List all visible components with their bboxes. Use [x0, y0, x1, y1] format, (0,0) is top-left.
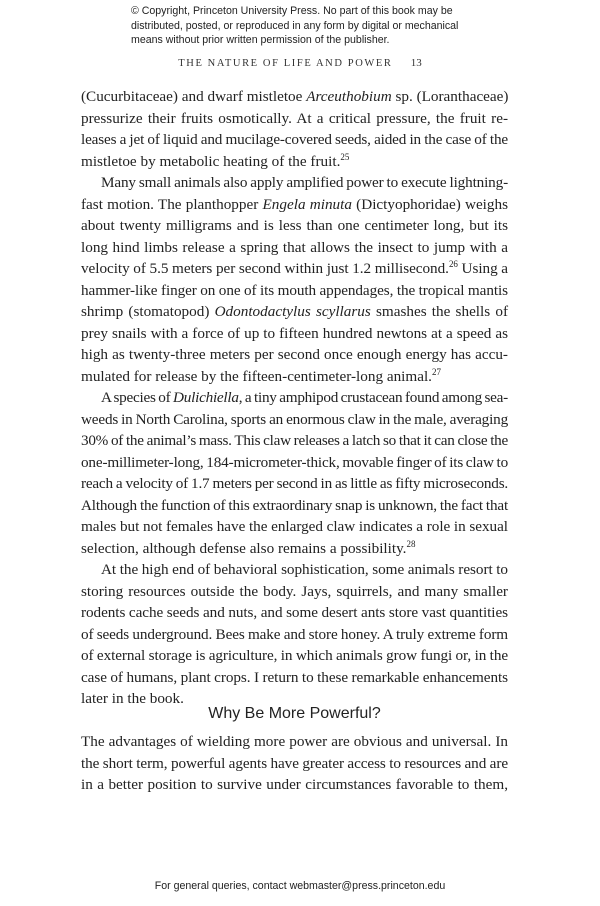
paragraph	[81, 172, 508, 387]
text-line	[81, 753, 508, 775]
text-line	[81, 430, 508, 452]
text-run: hammer-like finger on one of its mouth appendages, the tropical mantis	[81, 281, 508, 299]
text-line	[81, 473, 508, 495]
text-line	[81, 172, 508, 194]
text-run: (Cucurbitaceae) and dwarf mistletoe	[81, 88, 307, 105]
text-line	[81, 602, 508, 624]
text-line	[81, 344, 508, 366]
text-run: leases a jet of liquid and mucilage-covered seeds, aided in the case of the	[81, 131, 508, 148]
text-line	[81, 301, 508, 323]
text-run: sp. (Loranthaceae)	[391, 88, 509, 105]
text-line	[81, 409, 508, 431]
section-body-text	[81, 731, 508, 796]
footnote-marker: 27	[431, 366, 441, 377]
text-run: the short term, powerful agents have greater access to resources and are	[81, 754, 508, 772]
text-run: mulated for release by the fifteen-centimeter-long animal.	[81, 367, 432, 385]
text-run: storing resources outside the body. Jays, squirrels, and many smaller	[81, 582, 508, 600]
text-line	[81, 86, 508, 108]
text-line	[81, 194, 508, 216]
text-run: smashes the shells of	[370, 303, 509, 320]
paragraph	[81, 559, 508, 710]
text-run: shrimp (stomatopod)	[81, 303, 215, 320]
text-line	[81, 495, 508, 517]
text-run: one-millimeter-long, 184-micrometer-thick, movable finger of its claw to	[81, 453, 508, 471]
text-line	[81, 731, 508, 753]
text-line	[81, 452, 508, 474]
text-line	[81, 645, 508, 667]
text-run: weeds in North Carolina, sports an enormous claw in the male, averaging	[81, 410, 508, 428]
running-head-title: THE NATURE OF LIFE AND POWER	[178, 58, 393, 69]
text-run: velocity of 5.5 meters per second within just 1.2 millisecond.	[81, 260, 449, 277]
text-run: 30% of the animal’s mass. This claw releases a latch so that it can close the	[81, 432, 508, 449]
italic-term: Arceuthobium	[306, 88, 392, 105]
text-run: later in the book.	[81, 690, 184, 707]
footnote-marker: 28	[406, 538, 416, 549]
text-run: reach a velocity of 1.7 meters per second in as little as fifty microseconds.	[81, 475, 508, 492]
text-run: fast motion. The planthopper	[81, 195, 263, 213]
text-run: rodents cache seeds and nuts, and some desert ants store vast quantities	[81, 604, 508, 621]
section-heading: Why Be More Powerful?	[208, 705, 381, 722]
running-head	[0, 57, 600, 69]
text-run: Although the function of this extraordinary snap is unknown, the fact that	[81, 496, 508, 514]
italic-term: Odontodactylus scyllarus	[214, 303, 371, 320]
paragraph	[81, 86, 508, 172]
text-line	[81, 323, 508, 345]
text-line	[81, 581, 508, 603]
text-line	[81, 151, 508, 173]
text-run: in a better position to survive under circumstances favorable to them,	[81, 776, 508, 793]
text-run: of seeds underground. Bees make and store honey. A truly extreme form	[81, 625, 508, 643]
text-run: of external storage is agriculture, in which animals grow fungi or, in the	[81, 647, 508, 664]
text-run: prey snails with a force of up to fifteen hundred newtons at a speed as	[81, 324, 508, 342]
text-line	[81, 516, 508, 538]
paragraph	[81, 387, 508, 559]
text-run: long hind limbs release a spring that allows the insect to jump with a	[81, 238, 508, 256]
text-run: , a tiny amphipod crustacean found among sea-	[238, 389, 509, 406]
text-line	[81, 129, 508, 151]
copyright-notice	[131, 4, 471, 48]
text-run: pressurize their fruits osmotically. At a critical pressure, the fruit re-	[81, 109, 508, 127]
copyright-line: distributed, posted, or reproduced in any form by digital or mechanical	[131, 19, 459, 32]
text-run: males but not females have the enlarged claw indicates a role in sexual	[81, 518, 508, 535]
body-text	[81, 86, 508, 710]
text-run: high as twenty-three meters per second once enough energy has accu-	[81, 346, 508, 363]
text-run: case of humans, plant crops. I return to these remarkable enhancements	[81, 668, 508, 686]
text-line	[81, 387, 508, 409]
paragraph	[81, 731, 508, 796]
text-run: mistletoe by metabolic heating of the fruit.	[81, 152, 341, 170]
text-run: (Dictyophoridae) weighs	[351, 195, 508, 213]
text-run: Using a	[457, 260, 508, 277]
text-line	[81, 624, 508, 646]
italic-term: Engela minuta	[262, 195, 352, 213]
text-line	[81, 280, 508, 302]
text-run: The advantages of wielding more power are obvious and universal. In	[81, 733, 508, 750]
italic-term: Dulichiella	[173, 389, 239, 406]
text-line	[81, 538, 508, 560]
footnote-marker: 26	[448, 259, 458, 269]
text-run: Many small animals also apply amplified power to execute lightning-	[101, 174, 508, 191]
footer-contact: For general queries, contact webmaster@press.princeton.edu	[154, 880, 446, 892]
text-line	[81, 258, 508, 280]
text-line	[81, 366, 508, 388]
text-line	[81, 108, 508, 130]
text-line	[81, 774, 508, 796]
text-run: At the high end of behavioral sophistication, some animals resort to	[101, 561, 508, 578]
text-line	[81, 215, 508, 237]
page-number: 13	[410, 57, 422, 69]
copyright-line: © Copyright, Princeton University Press. No part of this book may be	[131, 5, 453, 17]
copyright-line: means without prior written permission of the publisher.	[131, 34, 390, 46]
text-run: selection, although defense also remains a possibility.	[81, 539, 407, 557]
text-run: A species of	[101, 389, 174, 406]
footnote-marker: 25	[340, 151, 350, 162]
text-line	[81, 237, 508, 259]
text-line	[81, 559, 508, 581]
text-run: about twenty milligrams and is less than one centimeter long, but its	[81, 217, 508, 234]
text-line	[81, 667, 508, 689]
